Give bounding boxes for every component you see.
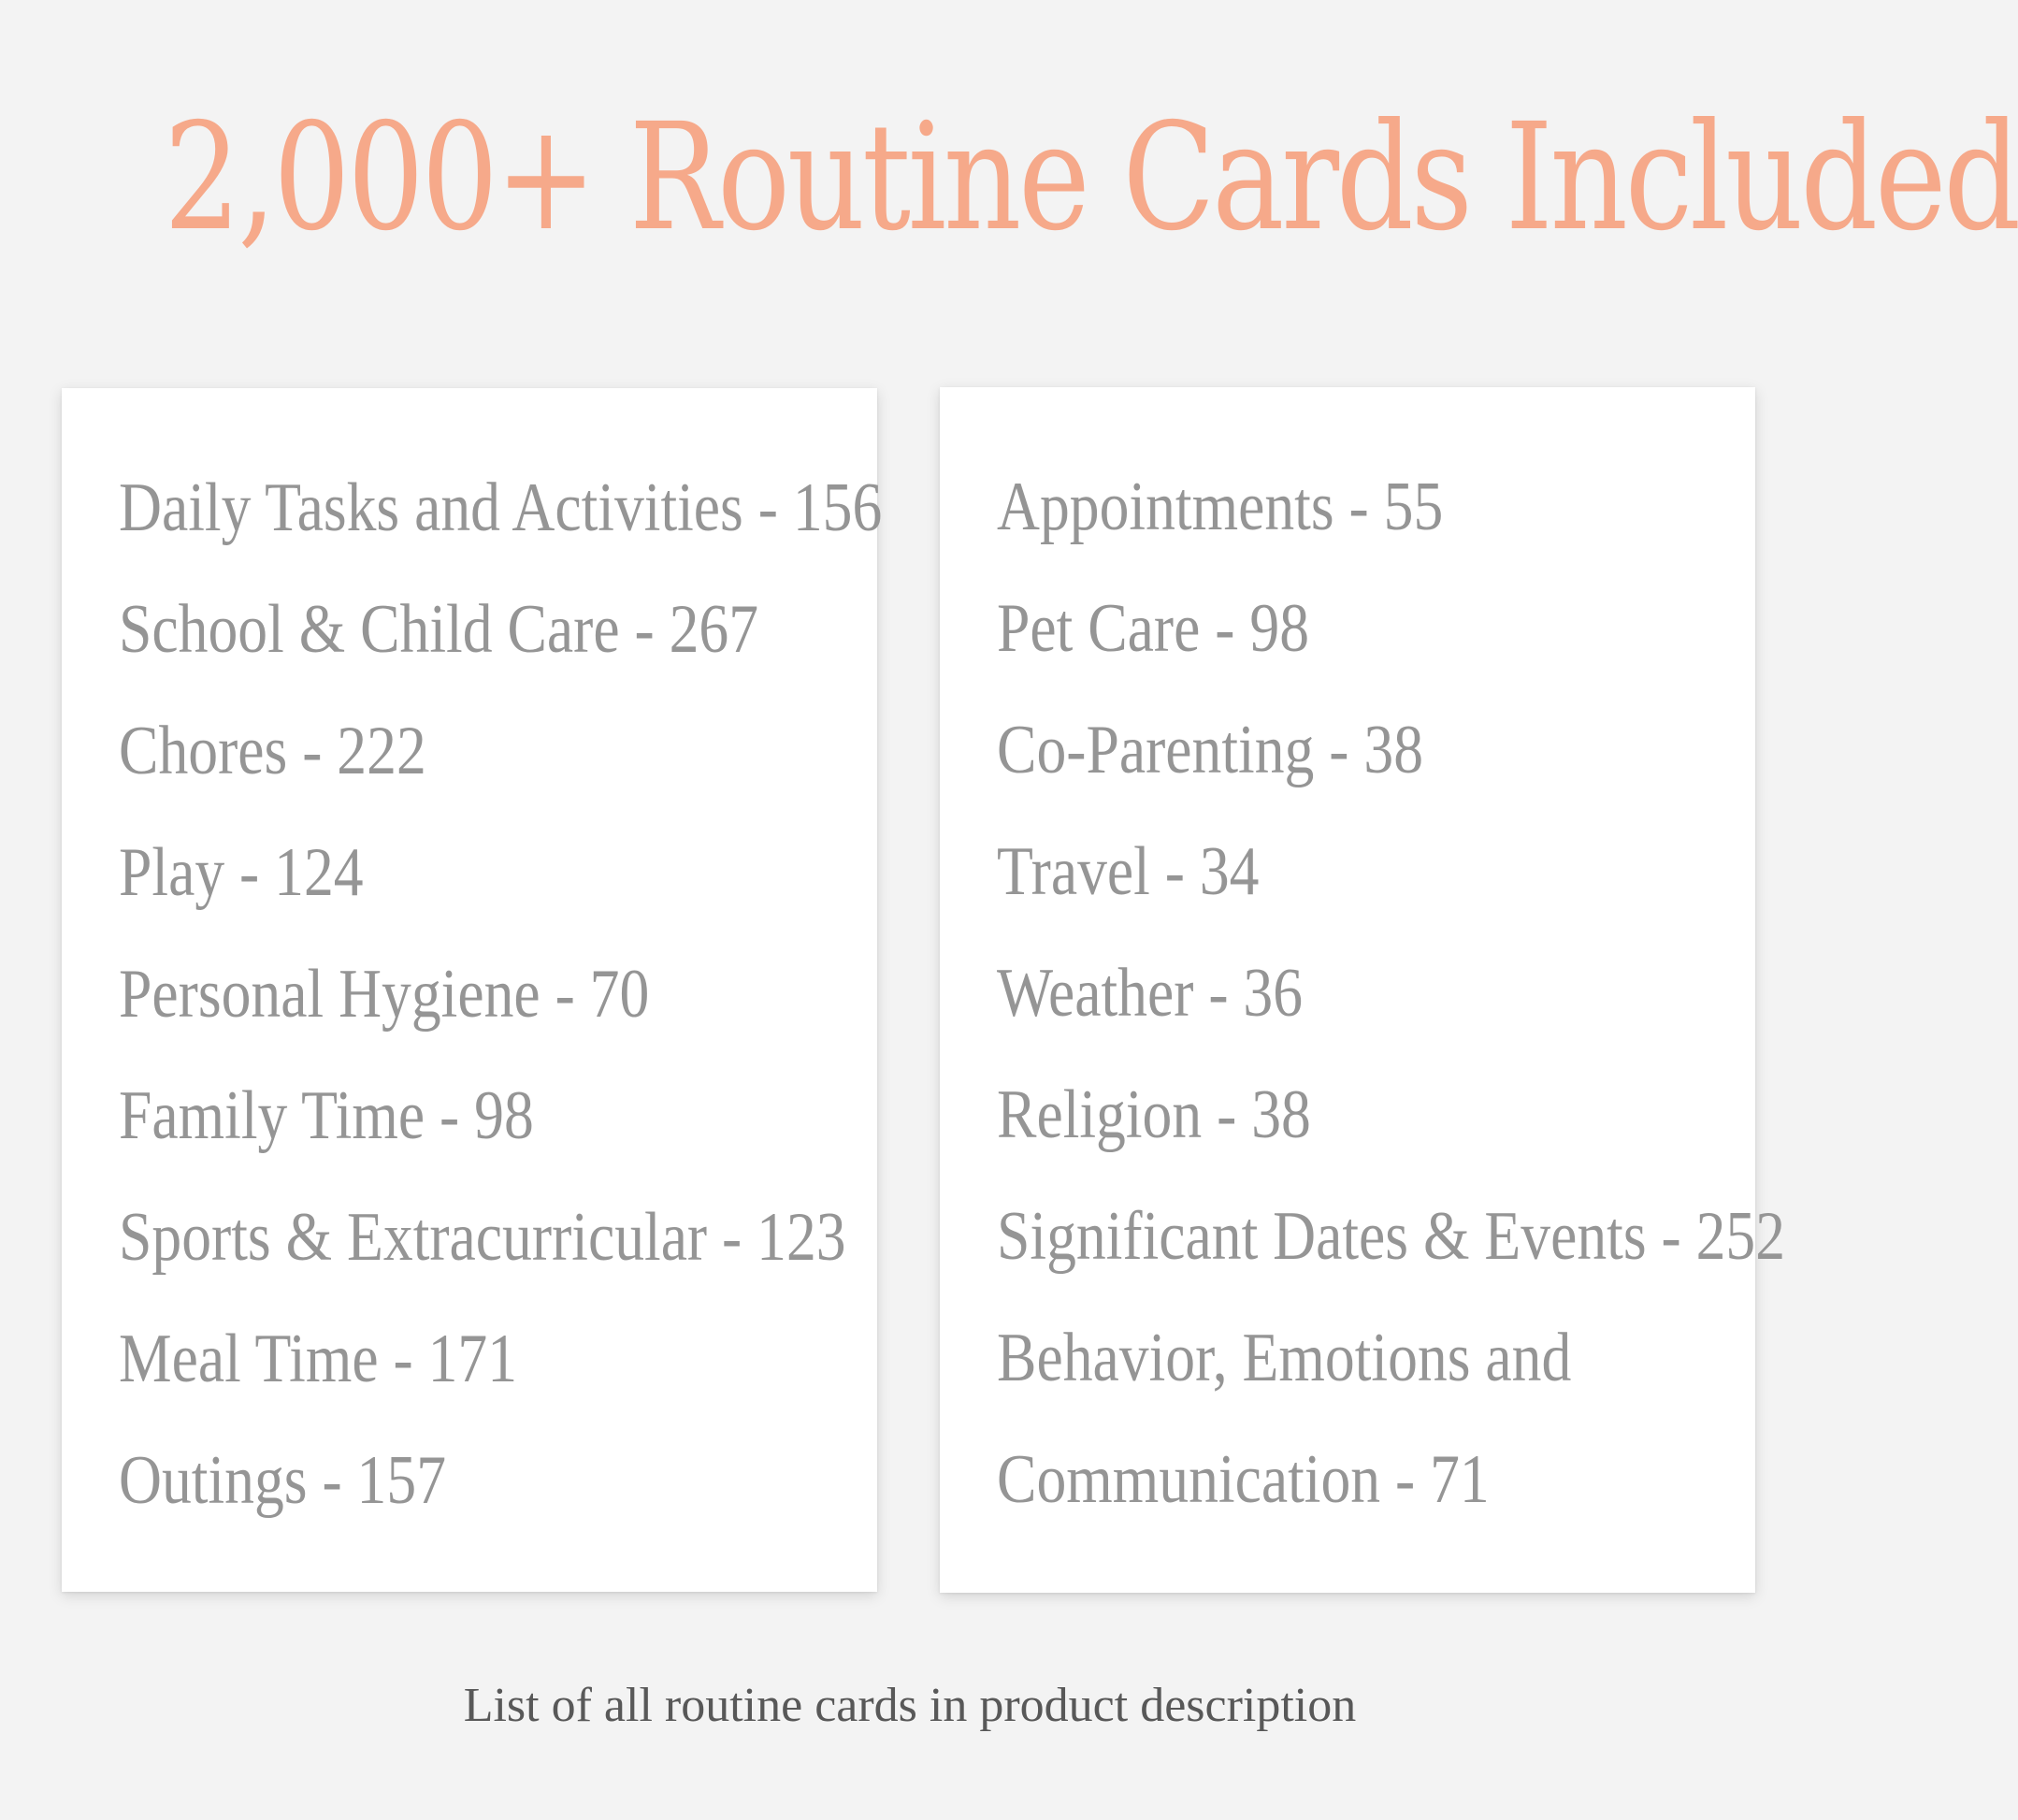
list-item: Daily Tasks and Activities - 156 <box>119 469 883 546</box>
list-item: Personal Hygiene - 70 <box>119 956 650 1033</box>
list-item: Family Time - 98 <box>119 1077 534 1154</box>
caption: List of all routine cards in product description <box>463 1679 1357 1732</box>
list-item: School & Child Care - 267 <box>119 591 759 668</box>
list-item: Significant Dates & Events - 252 <box>997 1198 1786 1275</box>
list-item: Communication - 71 <box>997 1441 1490 1518</box>
list-item: Weather - 36 <box>997 955 1304 1032</box>
list-item: Co-Parenting - 38 <box>997 712 1424 788</box>
list-item: Outings - 157 <box>119 1442 447 1519</box>
list-item: Travel - 34 <box>997 833 1260 910</box>
list-item: Religion - 38 <box>997 1076 1311 1153</box>
page-title: 2,000+ Routine Cards Included <box>164 92 2018 264</box>
list-item: Appointments - 55 <box>997 469 1444 545</box>
list-item: Sports & Extracurricular - 123 <box>119 1199 846 1276</box>
right-category-list <box>997 446 1913 1540</box>
list-item: Meal Time - 171 <box>119 1321 518 1397</box>
right-category-card <box>940 387 1786 1593</box>
list-item: Behavior, Emotions and <box>997 1320 1572 1396</box>
left-category-card <box>62 388 883 1592</box>
list-item: Play - 124 <box>119 834 364 911</box>
list-item: Chores - 222 <box>119 713 426 789</box>
list-item: Pet Care - 98 <box>997 590 1310 667</box>
left-category-list <box>119 447 1006 1541</box>
